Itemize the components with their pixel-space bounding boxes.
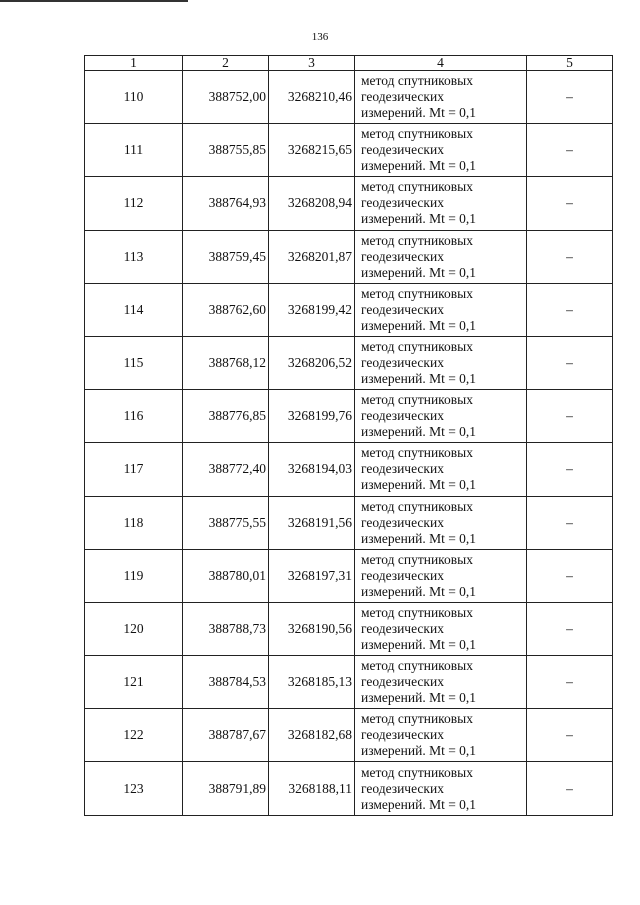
point-number: 110 xyxy=(85,71,183,124)
method-description: метод спутниковых геодезических измерений. Mt = 0,1 xyxy=(355,602,527,655)
point-number: 119 xyxy=(85,549,183,602)
table-row xyxy=(85,549,613,602)
coordinates-table xyxy=(84,55,613,816)
method-description: метод спутниковых геодезических измерений. Mt = 0,1 xyxy=(355,549,527,602)
coordinate-x: 388762,60 xyxy=(183,283,269,336)
table-body xyxy=(85,71,613,816)
note-dash: – xyxy=(527,762,613,815)
method-description: метод спутниковых геодезических измерений. Mt = 0,1 xyxy=(355,709,527,762)
coordinate-x: 388784,53 xyxy=(183,656,269,709)
coordinate-y: 3268194,03 xyxy=(269,443,355,496)
method-description: метод спутниковых геодезических измерений. Mt = 0,1 xyxy=(355,71,527,124)
coordinate-x: 388755,85 xyxy=(183,124,269,177)
note-dash: – xyxy=(527,283,613,336)
header-col-5: 5 xyxy=(527,56,613,71)
point-number: 114 xyxy=(85,283,183,336)
point-number: 115 xyxy=(85,336,183,389)
coordinate-x: 388772,40 xyxy=(183,443,269,496)
coordinate-x: 388764,93 xyxy=(183,177,269,230)
table-row xyxy=(85,230,613,283)
table-row xyxy=(85,762,613,815)
note-dash: – xyxy=(527,496,613,549)
coordinate-y: 3268190,56 xyxy=(269,602,355,655)
table-row xyxy=(85,496,613,549)
point-number: 111 xyxy=(85,124,183,177)
point-number: 117 xyxy=(85,443,183,496)
coordinate-y: 3268208,94 xyxy=(269,177,355,230)
method-description: метод спутниковых геодезических измерений. Mt = 0,1 xyxy=(355,390,527,443)
coordinate-y: 3268206,52 xyxy=(269,336,355,389)
point-number: 123 xyxy=(85,762,183,815)
method-description: метод спутниковых геодезических измерений. Mt = 0,1 xyxy=(355,283,527,336)
coordinate-x: 388791,89 xyxy=(183,762,269,815)
note-dash: – xyxy=(527,124,613,177)
table-row xyxy=(85,71,613,124)
note-dash: – xyxy=(527,390,613,443)
coordinate-x: 388775,55 xyxy=(183,496,269,549)
method-description: метод спутниковых геодезических измерений. Mt = 0,1 xyxy=(355,230,527,283)
note-dash: – xyxy=(527,656,613,709)
coordinate-y: 3268199,42 xyxy=(269,283,355,336)
coordinate-y: 3268201,87 xyxy=(269,230,355,283)
method-description: метод спутниковых геодезических измерений. Mt = 0,1 xyxy=(355,177,527,230)
point-number: 118 xyxy=(85,496,183,549)
table-row xyxy=(85,283,613,336)
method-description: метод спутниковых геодезических измерений. Mt = 0,1 xyxy=(355,496,527,549)
table-row xyxy=(85,336,613,389)
header-row xyxy=(85,56,613,71)
table-row xyxy=(85,390,613,443)
table-row xyxy=(85,709,613,762)
method-description: метод спутниковых геодезических измерений. Mt = 0,1 xyxy=(355,762,527,815)
point-number: 113 xyxy=(85,230,183,283)
note-dash: – xyxy=(527,549,613,602)
header-col-2: 2 xyxy=(183,56,269,71)
point-number: 121 xyxy=(85,656,183,709)
method-description: метод спутниковых геодезических измерений. Mt = 0,1 xyxy=(355,124,527,177)
table-row xyxy=(85,443,613,496)
coordinate-y: 3268188,11 xyxy=(269,762,355,815)
method-description: метод спутниковых геодезических измерений. Mt = 0,1 xyxy=(355,443,527,496)
coordinate-x: 388752,00 xyxy=(183,71,269,124)
note-dash: – xyxy=(527,602,613,655)
coordinate-x: 388768,12 xyxy=(183,336,269,389)
point-number: 122 xyxy=(85,709,183,762)
coordinate-y: 3268197,31 xyxy=(269,549,355,602)
coordinate-y: 3268210,46 xyxy=(269,71,355,124)
table-row xyxy=(85,602,613,655)
top-rule xyxy=(0,0,188,2)
coordinate-y: 3268191,56 xyxy=(269,496,355,549)
table-row xyxy=(85,124,613,177)
note-dash: – xyxy=(527,177,613,230)
coordinate-x: 388776,85 xyxy=(183,390,269,443)
table-row xyxy=(85,656,613,709)
note-dash: – xyxy=(527,230,613,283)
coordinate-y: 3268185,13 xyxy=(269,656,355,709)
coordinate-x: 388759,45 xyxy=(183,230,269,283)
table-header xyxy=(85,56,613,71)
note-dash: – xyxy=(527,709,613,762)
coordinate-y: 3268215,65 xyxy=(269,124,355,177)
page-number: 136 xyxy=(311,31,329,43)
coordinate-y: 3268182,68 xyxy=(269,709,355,762)
note-dash: – xyxy=(527,443,613,496)
coordinate-x: 388788,73 xyxy=(183,602,269,655)
table-row xyxy=(85,177,613,230)
coordinate-x: 388787,67 xyxy=(183,709,269,762)
header-col-3: 3 xyxy=(269,56,355,71)
note-dash: – xyxy=(527,71,613,124)
coordinate-y: 3268199,76 xyxy=(269,390,355,443)
method-description: метод спутниковых геодезических измерений. Mt = 0,1 xyxy=(355,656,527,709)
note-dash: – xyxy=(527,336,613,389)
method-description: метод спутниковых геодезических измерений. Mt = 0,1 xyxy=(355,336,527,389)
header-col-1: 1 xyxy=(85,56,183,71)
header-col-4: 4 xyxy=(355,56,527,71)
point-number: 116 xyxy=(85,390,183,443)
point-number: 112 xyxy=(85,177,183,230)
coordinate-x: 388780,01 xyxy=(183,549,269,602)
point-number: 120 xyxy=(85,602,183,655)
